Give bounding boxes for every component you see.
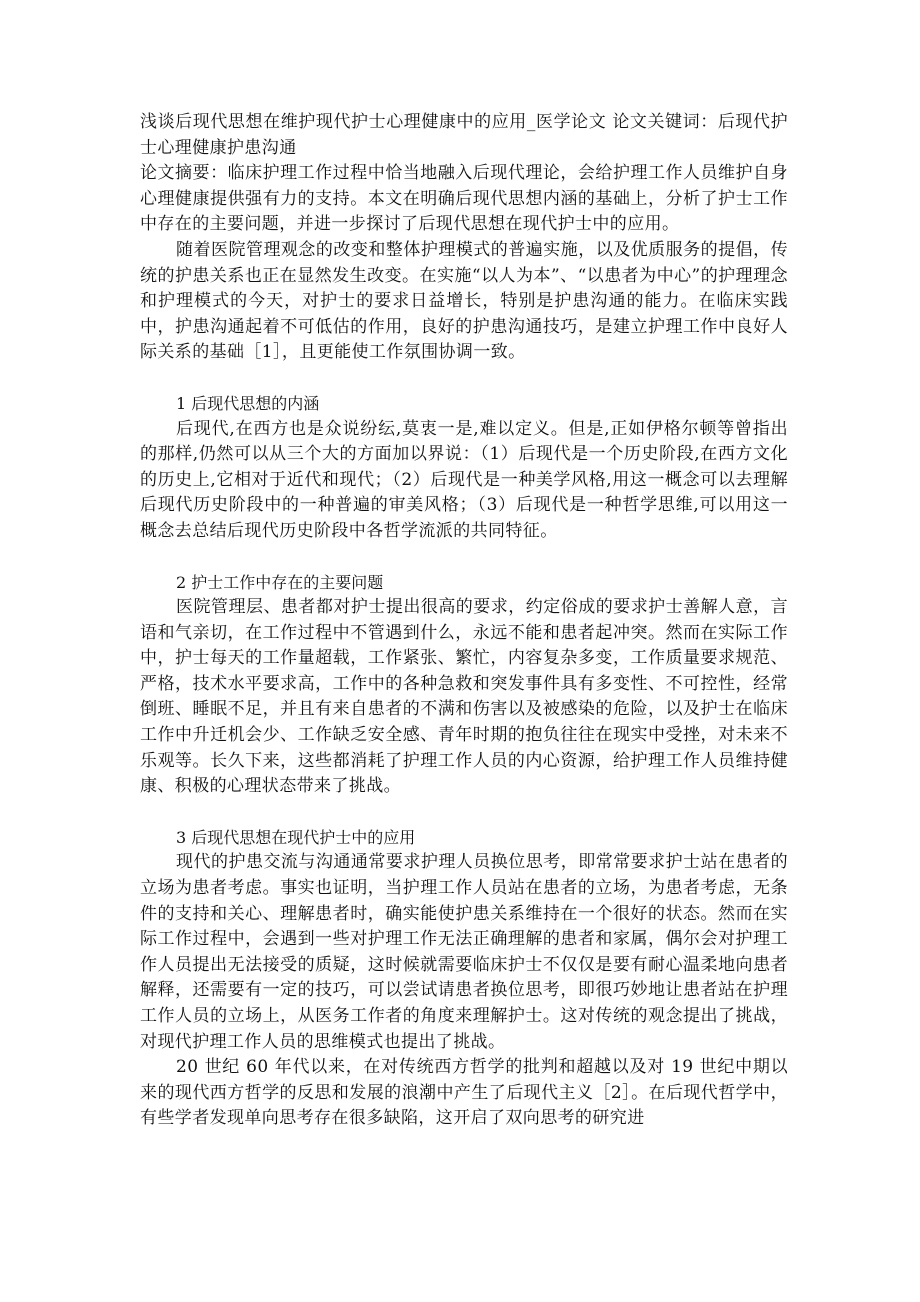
spacer — [140, 545, 788, 570]
document-page — [140, 110, 788, 1132]
intro-paragraph: 随着医院管理观念的改变和整体护理模式的普遍实施，以及优质服务的提倡，传统的护患关系也正在显然发生改变。在实施“以人为本”、“以患者为中心”的护理理念和护理模式的今天，对护士的要求日益增长，特别是护患沟通的能力。在临床实践中，护患沟通起着不可低估的作用，良好的护患沟通技巧，是建立护理工作中良好人际关系的基础［1］，且更能使工作氛围协调一致。 — [140, 239, 788, 363]
section-3-heading: 3 后现代思想在现代护士中的应用 — [176, 827, 416, 847]
section-3-body: 现代的护患交流与沟通通常要求护理人员换位思考，即常常要求护士站在患者的立场为患者考虑。事实也证明，当护理工作人员站在患者的立场，为患者考虑，无条件的支持和关心、理解患者时，确实能使护患关系维持在一个很好的状态。然而在实际工作过程中，会遇到一些对护理工作无法正确理解的患者和家属，偶尔会对护理工作人员提出无法接受的质疑，这时候就需要临床护士不仅仅是要有耐心温柔地向患者解释，还需要有一定的技巧，可以尝试请患者换位思考，即很巧妙地让患者站在护理工作人员的立场上，从医务工作者的角度来理解护士。这对传统的观念提出了挑战，对现代护理工作人员的思维模式也提出了挑战。 — [140, 852, 788, 1052]
section-1-body: 后现代,在西方也是众说纷纭,莫衷一是,难以定义。但是,正如伊格尔顿等曾指出的那样,仍然可以从三个大的方面加以界说：（1）后现代是一个历史阶段,在西方文化的历史上,它相对于近代和现代；（2）后现代是一种美学风格,用这一概念可以去理解后现代历史阶段中的一种普遍的审美风格；（3）后现代是一种哲学思维,可以用这一概念去总结后现代历史阶段中各哲学流派的共同特征。 — [140, 418, 788, 541]
section-2-body: 医院管理层、患者都对护士提出很高的要求，约定俗成的要求护士善解人意，言语和气亲切，在工作过程中不管遇到什么，永远不能和患者起冲突。然而在实际工作中，护士每天的工作量超载，工作紧张、繁忙，内容复杂多变，工作质量要求规范、严格，技术水平要求高，工作中的各种急救和突发事件具有多变性、不可控性，经常倒班、睡眠不足，并且有来自患者的不满和伤害以及被感染的危险，以及护士在临床工作中升迁机会少、工作缺乏安全感、青年时期的抱负往往在现实中受挫，对未来不乐观等。长久下来，这些都消耗了护理工作人员的内心资源，给护理工作人员维持健康、积极的心理状态带来了挑战。 — [140, 597, 788, 797]
section-3-body-continued: 20 世纪 60 年代以来，在对传统西方哲学的批判和超越以及对 19 世纪中期以来的现代西方哲学的反思和发展的浪潮中产生了后现代主义［2］。在后现代哲学中，有些学者发现单向思考存在很多缺陷，这开启了双向思考的研究进 — [140, 1057, 788, 1129]
spacer — [140, 366, 788, 391]
section-1-heading: 1 后现代思想的内涵 — [176, 393, 320, 413]
spacer — [140, 800, 788, 825]
abstract-paragraph: 论文摘要：临床护理工作过程中恰当地融入后现代理论，会给护理工作人员维护自身心理健康提供强有力的支持。本文在明确后现代思想内涵的基础上，分析了护士工作中存在的主要问题，并进一步探讨了后现代思想在现代护士中的应用。 — [140, 163, 788, 235]
section-2-heading: 2 护士工作中存在的主要问题 — [176, 572, 384, 592]
document-title: 浅谈后现代思想在维护现代护士心理健康中的应用_医学论文 论文关键词：后现代护士心理健康护患沟通 — [140, 112, 788, 158]
